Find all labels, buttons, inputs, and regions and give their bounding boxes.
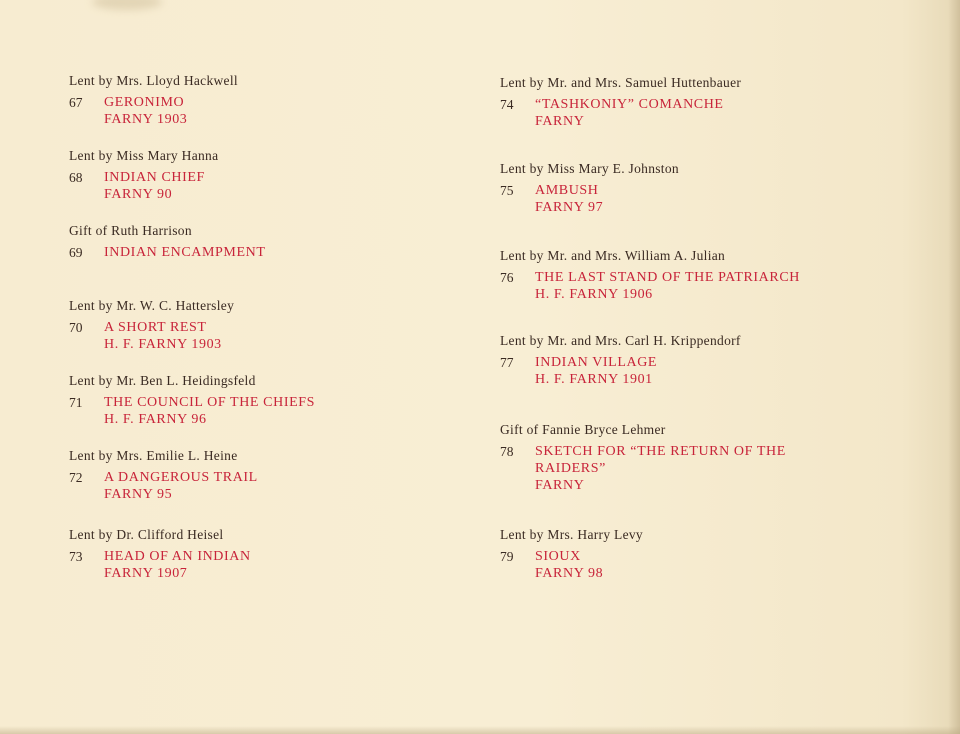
artwork-signature: H. F. FARNY 96 bbox=[104, 412, 207, 427]
catalog-entry-73 bbox=[69, 527, 251, 582]
entry-number: 74 bbox=[500, 97, 514, 112]
lender-line: Lent by Dr. Clifford Heisel bbox=[69, 527, 224, 542]
lender-line: Lent by Mrs. Harry Levy bbox=[500, 527, 643, 542]
artwork-signature: FARNY bbox=[535, 478, 585, 493]
artwork-title: THE COUNCIL OF THE CHIEFS bbox=[104, 395, 316, 410]
catalog-entry-70 bbox=[69, 298, 234, 353]
page-smudge bbox=[92, 0, 162, 10]
entry-number: 68 bbox=[69, 170, 83, 185]
artwork-signature: H. F. FARNY 1903 bbox=[104, 337, 222, 352]
artwork-title: A SHORT REST bbox=[104, 320, 207, 335]
artwork-signature: FARNY 1903 bbox=[104, 112, 188, 127]
catalog-entry-69 bbox=[69, 223, 265, 261]
entry-number: 77 bbox=[500, 355, 514, 370]
artwork-title: HEAD OF AN INDIAN bbox=[104, 549, 251, 564]
artwork-signature: FARNY 97 bbox=[535, 200, 604, 215]
lender-line: Gift of Fannie Bryce Lehmer bbox=[500, 422, 666, 437]
entry-number: 73 bbox=[69, 549, 83, 564]
artwork-signature: H. F. FARNY 1901 bbox=[535, 372, 653, 387]
lender-line: Lent by Mr. W. C. Hattersley bbox=[69, 298, 235, 313]
artwork-title: INDIAN VILLAGE bbox=[535, 355, 658, 370]
catalog-entry-78 bbox=[500, 422, 786, 494]
lender-line: Lent by Mr. and Mrs. William A. Julian bbox=[500, 248, 726, 263]
artwork-title: SKETCH FOR “THE RETURN OF THE bbox=[535, 444, 786, 459]
catalog-entry-67 bbox=[69, 73, 238, 128]
catalog-entry-72 bbox=[69, 448, 258, 503]
catalog-entry-74 bbox=[500, 75, 741, 130]
artwork-title: A DANGEROUS TRAIL bbox=[104, 470, 258, 485]
artwork-title-continued: RAIDERS” bbox=[535, 461, 606, 476]
entry-number: 76 bbox=[500, 270, 514, 285]
catalog-entry-75 bbox=[500, 161, 679, 216]
entry-number: 67 bbox=[69, 95, 83, 110]
artwork-signature: FARNY 1907 bbox=[104, 566, 188, 581]
artwork-title: SIOUX bbox=[535, 549, 581, 564]
entry-number: 78 bbox=[500, 444, 514, 459]
entry-number: 72 bbox=[69, 470, 83, 485]
artwork-signature: H. F. FARNY 1906 bbox=[535, 287, 653, 302]
artwork-signature: FARNY 98 bbox=[535, 566, 604, 581]
lender-line: Lent by Mr. and Mrs. Samuel Huttenbauer bbox=[500, 75, 742, 90]
artwork-title: “TASHKONIY” COMANCHE bbox=[535, 97, 724, 112]
catalog-entry-79 bbox=[500, 527, 643, 582]
lender-line: Lent by Miss Mary E. Johnston bbox=[500, 161, 679, 176]
lender-line: Lent by Mr. Ben L. Heidingsfeld bbox=[69, 373, 256, 388]
artwork-signature: FARNY 95 bbox=[104, 487, 173, 502]
artwork-title: AMBUSH bbox=[535, 183, 599, 198]
entry-number: 70 bbox=[69, 320, 83, 335]
artwork-signature: FARNY bbox=[535, 114, 585, 129]
entry-number: 71 bbox=[69, 395, 83, 410]
artwork-signature: FARNY 90 bbox=[104, 187, 173, 202]
catalog-entry-77 bbox=[500, 333, 741, 388]
catalog-entry-71 bbox=[69, 373, 315, 428]
artwork-title: INDIAN ENCAMPMENT bbox=[104, 245, 266, 260]
lender-line: Lent by Mrs. Lloyd Hackwell bbox=[69, 73, 238, 88]
entry-number: 79 bbox=[500, 549, 514, 564]
artwork-title: GERONIMO bbox=[104, 95, 185, 110]
lender-line: Lent by Miss Mary Hanna bbox=[69, 148, 219, 163]
entry-number: 69 bbox=[69, 245, 83, 260]
artwork-title: INDIAN CHIEF bbox=[104, 170, 205, 185]
page-edge-bottom bbox=[0, 726, 960, 734]
lender-line: Lent by Mrs. Emilie L. Heine bbox=[69, 448, 238, 463]
lender-line: Lent by Mr. and Mrs. Carl H. Krippendorf bbox=[500, 333, 741, 348]
catalog-entry-76 bbox=[500, 248, 800, 303]
artwork-title: THE LAST STAND OF THE PATRIARCH bbox=[535, 270, 800, 285]
lender-line: Gift of Ruth Harrison bbox=[69, 223, 192, 238]
entry-number: 75 bbox=[500, 183, 514, 198]
page-edge-right bbox=[948, 0, 960, 734]
catalog-entry-68 bbox=[69, 148, 218, 203]
